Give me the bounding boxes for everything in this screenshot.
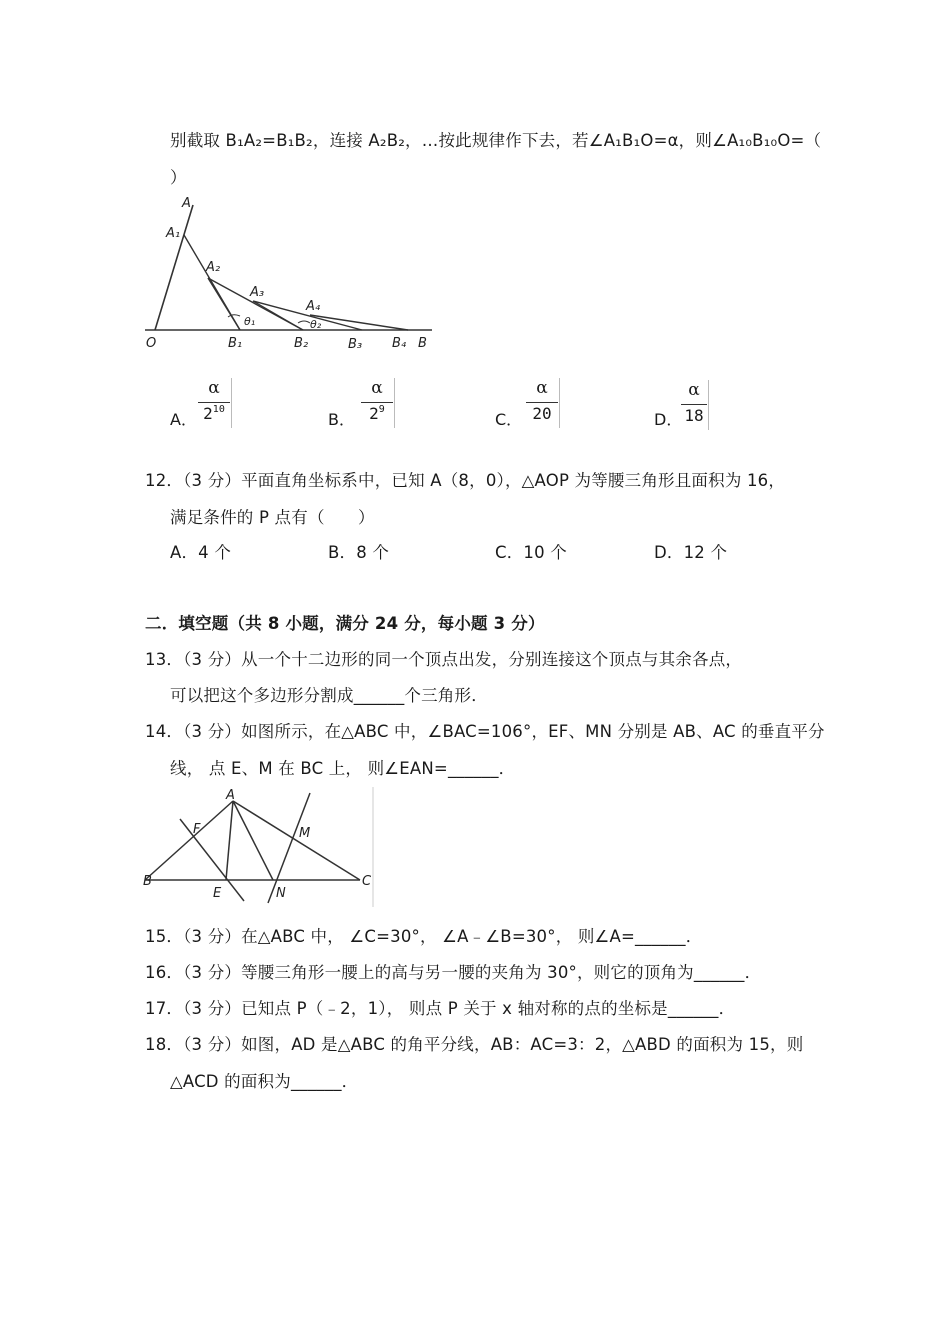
- fraction-bar: [526, 402, 558, 403]
- fig11-label-B2: B₂: [294, 336, 309, 351]
- q12-option-c: C．10 个: [495, 543, 567, 562]
- q12-option-a: A．4 个: [170, 543, 232, 562]
- q11-option-d-den: 18: [684, 406, 704, 425]
- q11-option-c-fraction: [524, 378, 560, 428]
- q11-line2: ）: [170, 168, 187, 187]
- q11-option-c-num: α: [536, 378, 548, 398]
- fig14-label-M: M: [299, 826, 311, 841]
- q11-option-a-fraction: [196, 378, 232, 428]
- fig11-label-O: O: [146, 336, 157, 351]
- q11-option-c-den: 20: [532, 404, 552, 423]
- line-EF: [180, 819, 244, 901]
- fig14-label-F: F: [193, 822, 201, 837]
- q12-option-d: D．12 个: [654, 543, 728, 562]
- q18-line2: △ACD 的面积为______．: [170, 1072, 359, 1091]
- line-OA: [155, 205, 193, 330]
- q11-option-b-num: α: [371, 378, 383, 398]
- fig11-label-A3: A₃: [250, 285, 265, 300]
- fig11-label-A2: A₂: [206, 260, 221, 275]
- fig11-label-B4: B₄: [392, 336, 407, 351]
- fraction-box-edge: [394, 378, 395, 428]
- line-AB: [145, 801, 233, 880]
- arc-theta2: [298, 321, 310, 323]
- q14-line2: 线， 点 E、M 在 BC 上， 则∠EAN=______．: [170, 759, 516, 778]
- line-MN: [268, 793, 310, 903]
- fraction-bar: [198, 402, 230, 403]
- q12-option-b: B．8 个: [328, 543, 390, 562]
- fraction-box-edge: [559, 378, 560, 428]
- fraction-bar: [361, 402, 393, 403]
- q11-option-a-num: α: [208, 378, 220, 398]
- q16-line1: 16．（3 分）等腰三角形一腰上的高与另一腰的夹角为 30°，则它的顶角为______．: [145, 963, 762, 982]
- q13-line1: 13．（3 分）从一个十二边形的同一个顶点出发，分别连接这个顶点与其余各点，: [145, 650, 743, 669]
- q11-line1: 别截取 B₁A₂=B₁B₂，连接 A₂B₂，…按此规律作下去，若∠A₁B₁O=α，则∠A₁₀B₁₀O=（: [170, 131, 822, 150]
- q15-line1: 15．（3 分）在△ABC 中， ∠C=30°， ∠A﹣∠B=30°， 则∠A=______．: [145, 927, 703, 946]
- fig11-label-A: A: [182, 196, 191, 211]
- line-AC: [233, 801, 360, 880]
- fraction-bar: [681, 404, 707, 405]
- fig14-label-N: N: [276, 886, 286, 901]
- fig14-label-B: B: [143, 874, 152, 889]
- fig14-label-E: E: [213, 886, 222, 901]
- q18-line1: 18．（3 分）如图，AD 是△ABC 的角平分线，AB：AC=3：2，△ABD 的面积为 15，则: [145, 1035, 804, 1054]
- fig11-label-theta1: θ₁: [244, 315, 256, 328]
- line-A3B2: [253, 301, 303, 330]
- q11-figure: [140, 195, 436, 357]
- q11-option-c-label: C．: [495, 410, 523, 429]
- q11-option-b-label: B．: [328, 410, 355, 429]
- q11-option-d-fraction: [679, 380, 709, 430]
- q17-line1: 17．（3 分）已知点 P（﹣2，1）， 则点 P 关于 x 轴对称的点的坐标是______．: [145, 999, 736, 1018]
- q14-line1: 14．（3 分）如图所示，在△ABC 中，∠BAC=106°，EF、MN 分别是 AB、AC 的垂直平分: [145, 722, 825, 741]
- q11-option-a-den: $2^{10}$: [203, 404, 225, 423]
- line-A4B4: [310, 315, 408, 330]
- fraction-box-edge: [231, 378, 232, 428]
- fig14-label-C: C: [362, 874, 372, 889]
- q14-figure: [140, 785, 376, 909]
- q11-option-d-num: α: [688, 380, 700, 400]
- fraction-box-edge: [708, 380, 709, 430]
- q12-line1: 12．（3 分）平面直角坐标系中，已知 A（8，0），△AOP 为等腰三角形且面积为 16，: [145, 471, 786, 490]
- line-AE: [226, 801, 233, 880]
- q11-option-b-den: $2^9$: [369, 404, 385, 423]
- fig11-label-B: B: [418, 336, 427, 351]
- fig11-label-A1: A₁: [166, 226, 181, 241]
- q12-line2: 满足条件的 P 点有（ ）: [170, 508, 375, 527]
- q11-option-b-fraction: [359, 378, 395, 428]
- q11-option-d-label: D．: [654, 410, 683, 429]
- q13-line2: 可以把这个多边形分割成______个三角形．: [170, 686, 488, 705]
- fig14-label-A: A: [226, 788, 235, 803]
- fig11-label-B1: B₁: [228, 336, 243, 351]
- q11-option-a-label: A．: [170, 410, 197, 429]
- fig11-label-B3: B₃: [348, 337, 363, 352]
- fig11-label-theta2: θ₂: [310, 318, 322, 331]
- line-A2B1: [208, 278, 240, 330]
- arc-theta1: [228, 315, 240, 317]
- fig11-label-A4: A₄: [306, 299, 321, 314]
- section2-title: 二．填空题（共 8 小题，满分 24 分，每小题 3 分）: [145, 614, 545, 633]
